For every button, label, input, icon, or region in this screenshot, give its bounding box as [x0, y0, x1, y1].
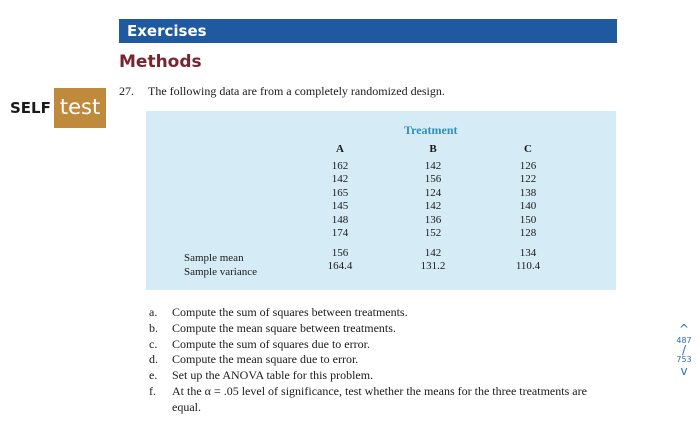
sample-variance-a: 164.4: [327, 260, 353, 272]
cell: 142: [331, 173, 349, 185]
cell: 140: [519, 200, 537, 212]
item-letter: c.: [149, 336, 158, 351]
list-item: [149, 352, 618, 368]
total-pages: 753: [676, 355, 692, 364]
cell: 142: [424, 200, 442, 212]
list-item: [149, 305, 618, 321]
cell: 162: [331, 159, 349, 172]
cell: 165: [331, 186, 349, 199]
column-b: [408, 143, 458, 274]
cell: 145: [331, 200, 349, 212]
data-table: [146, 111, 616, 290]
item-letter: b.: [149, 320, 158, 335]
sample-mean-c: 134: [519, 246, 537, 259]
cell: 122: [519, 173, 537, 185]
current-page: 487: [676, 336, 692, 345]
treatment-heading: Treatment: [404, 123, 458, 137]
section-title: Methods: [119, 52, 202, 72]
exercises-banner: Exercises: [119, 19, 617, 43]
question-number: 27.: [119, 84, 134, 98]
item-letter: a.: [149, 305, 158, 319]
chevron-up-icon[interactable]: ^: [678, 322, 690, 336]
cell: 138: [519, 186, 537, 199]
cell: 128: [519, 227, 537, 239]
chevron-down-icon[interactable]: v: [680, 364, 688, 378]
cell: 148: [331, 213, 349, 226]
exercise-items: [149, 305, 618, 416]
list-item: [149, 368, 618, 384]
item-text: Compute the mean square between treatments.: [172, 320, 396, 335]
column-c: [503, 143, 553, 274]
cell: 124: [424, 186, 442, 199]
page-navigator: [672, 322, 696, 378]
item-text: Compute the sum of squares due to error.: [172, 336, 370, 351]
column-header: C: [524, 143, 532, 155]
cell: 126: [519, 159, 537, 172]
row-labels: [184, 251, 257, 279]
cell: 150: [519, 213, 537, 226]
page-separator: /: [681, 343, 687, 357]
question-text: The following data are from a completely randomized design.: [148, 84, 445, 98]
list-item: [149, 321, 618, 337]
cell: 156: [424, 173, 442, 185]
sample-variance-b: 131.2: [420, 260, 446, 272]
list-item: [149, 337, 618, 353]
cell: 142: [424, 159, 442, 172]
cell: 152: [424, 227, 442, 239]
item-letter: f.: [149, 383, 156, 398]
sample-variance-label: Sample variance: [184, 266, 257, 278]
test-label: test: [54, 88, 106, 128]
sample-mean-label: Sample mean: [184, 252, 244, 264]
item-text: Compute the mean square due to error.: [172, 352, 359, 367]
column-a: [315, 143, 365, 274]
sample-variance-c: 110.4: [515, 260, 541, 272]
column-header: B: [429, 143, 437, 155]
item-text: At the α = .05 level of significance, test whether the means for the three treatments are equal.: [172, 383, 587, 414]
list-item: [149, 384, 618, 416]
sample-mean-b: 142: [424, 246, 442, 259]
item-text: Compute the sum of squares between treatments.: [172, 305, 408, 319]
item-text: Set up the ANOVA table for this problem.: [172, 368, 374, 383]
item-letter: d.: [149, 352, 158, 367]
self-label: SELF: [10, 99, 51, 117]
cell: 174: [331, 227, 349, 239]
sample-mean-a: 156: [331, 246, 349, 259]
item-letter: e.: [149, 368, 158, 383]
cell: 136: [424, 213, 442, 226]
question-27: [119, 84, 445, 99]
column-header: A: [336, 143, 344, 155]
self-test-badge: [10, 88, 100, 128]
